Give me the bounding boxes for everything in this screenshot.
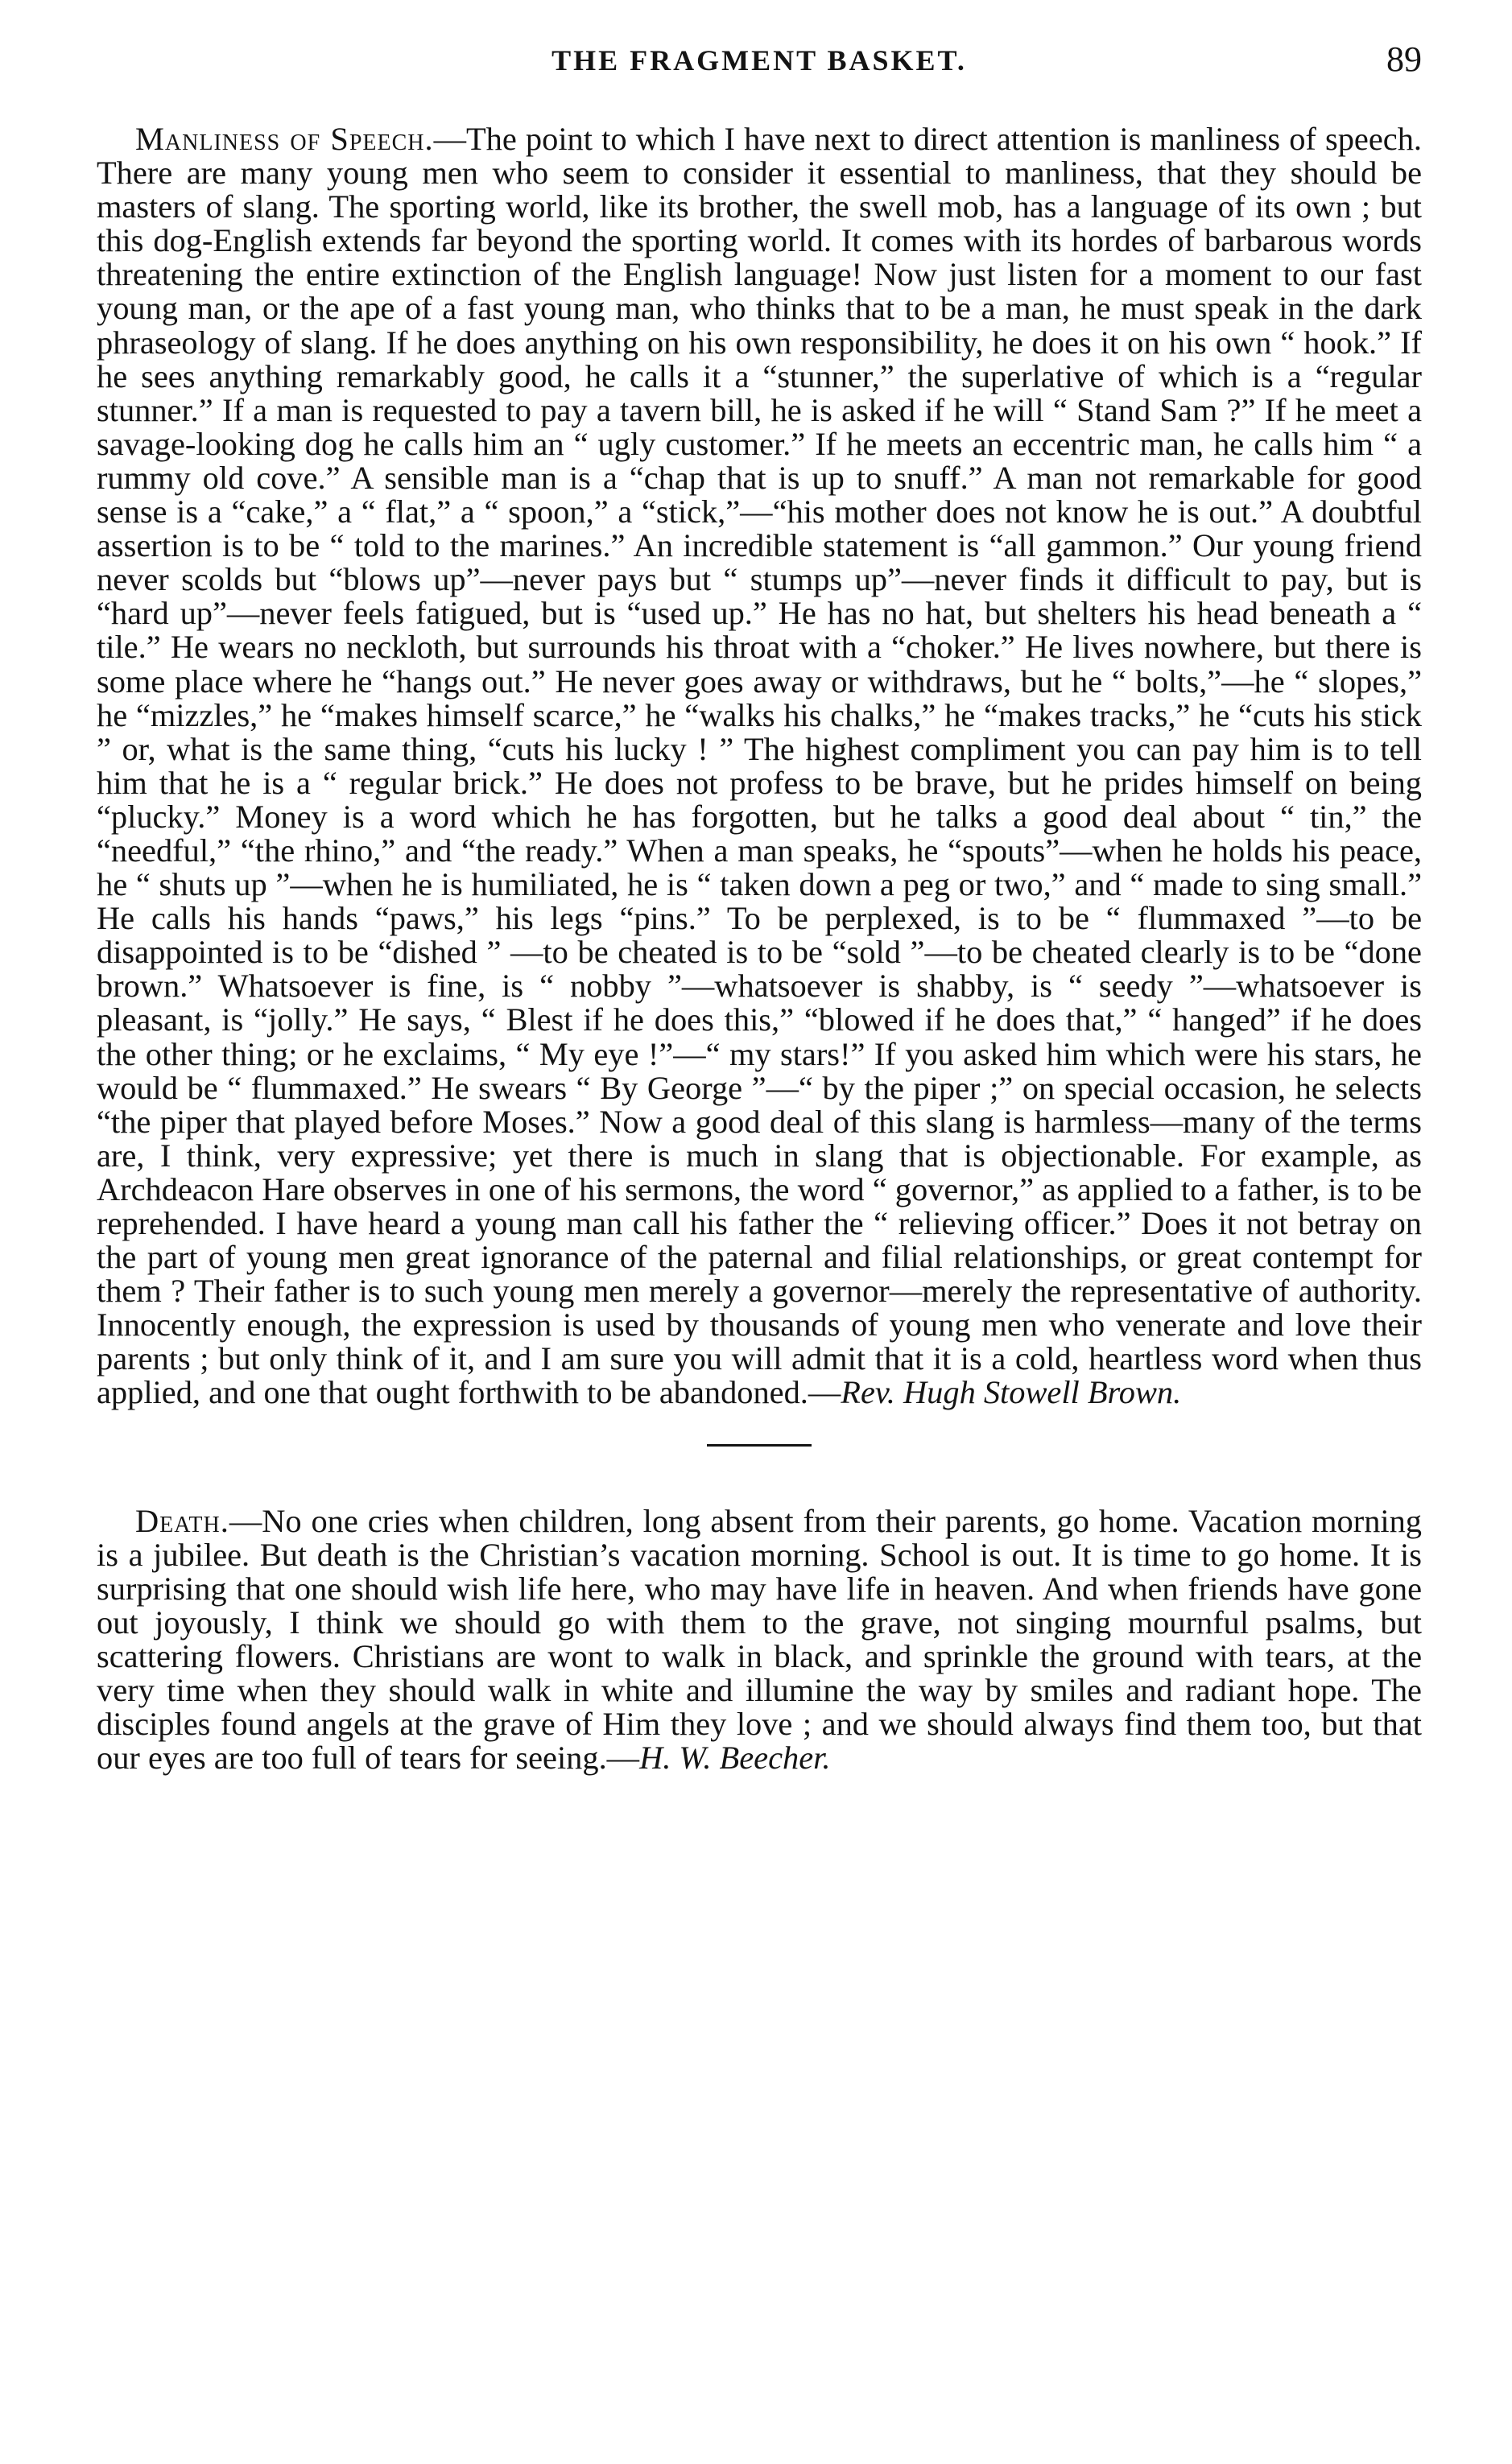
article-attribution: H. W. Beecher. — [639, 1740, 831, 1777]
article-heading: Death. — [135, 1502, 229, 1539]
article-body: —No one cries when children, long absent from their parents, go home. Vacation morning is a jubilee. But death is the Christian’s vacation morning. School is out. It is time to go home. It is surprising that one should wish life here, who may have life in heaven. And when friends have gone out joyously, I think we should go with them to the grave, not singing mournful psalms, but scattering flowers. Christians are wont to walk in black, and sprinkle the ground with tears, at the very time when they should walk in white and illumine the way by smiles and radiant hope. The disciples found angels at the grave of Him they love ; and we should always find them too, but that our eyes are too full of tears for seeing.— — [97, 1502, 1422, 1777]
running-head — [97, 34, 1422, 90]
book-page — [97, 34, 1422, 1775]
article-manliness-of-speech — [97, 122, 1422, 1410]
article-body: —The point to which I have next to direct attention is manliness of speech. There are many young men who seem to consider it essential to manliness, that they should be masters of slang. The sporting world, like its brother, the swell mob, has a language of its own ; but this dog-English extends far beyond the sporting world. It comes with its hordes of barbarous words threatening the entire extinction of the English language! Now just listen for a moment to our fast young man, or the ape of a fast young man, who thinks that to be a man, he must speak in the dark phraseology of slang. If he does anything on his own responsibility, he does it on his own “ hook.” If he sees anything remarkably good, he calls it a “stunner,” the superlative of which is a “regular stunner.” If a man is requested to pay a tavern bill, he is asked if he will “ Stand Sam ?” If he meet a savage-looking dog he calls him an “ ugly customer.” If he meets an eccentric man, he calls him “ a rummy old cove.” A sensible man is a “chap that is up to snuff.” A man not remarkable for good sense is a “cake,” a “ flat,” a “ spoon,” a “stick,”—“his mother does not know he is out.” A doubtful assertion is to be “ told to the marines.” An incredible statement is “all gammon.” Our young friend never scolds but “blows up”—never pays but “ stumps up”—never finds it difficult to pay, but is “hard up”—never feels fatigued, but is “used up.” He has no hat, but shelters his head beneath a “ tile.” He wears no neckloth, but surrounds his throat with a “choker.” He lives nowhere, but there is some place where he “hangs out.” He never goes away or withdraws, but he “ bolts,”—he “ slopes,” he “mizzles,” he “makes himself scarce,” he “walks his chalks,” he “makes tracks,” he “cuts his stick ” or, what is the same thing, “cuts his lucky ! ” The highest compliment you can pay him is to tell him that he is a “ regular brick.” He does not profess to be brave, but he prides himself on being “plucky.” Money is a word which he has forgotten, but he talks a good deal about “ tin,” the “needful,” “the rhino,” and “the ready.” When a man speaks, he “spouts”—when he holds his peace, he “ shuts up ”—when he is humiliated, he is “ taken down a peg or two,” and “ made to sing small.” He calls his hands “paws,” his legs “pins.” To be perplexed, is to be “ flummaxed ”—to be disappointed is to be “dished ” —to be cheated is to be “sold ”—to be cheated clearly is to be “done brown.” Whatsoever is fine, is “ nobby ”—whatsoever is shabby, is “ seedy ”—whatsoever is pleasant, is “jolly.” He says, “ Blest if he does this,” “blowed if he does that,” “ hanged” if he does the other thing; or he exclaims, “ My eye !”—“ my stars!” If you asked him which were his stars, he would be “ flummaxed.” He swears “ By George ”—“ by the piper ;” on special occasion, he selects “the piper that played before Moses.” Now a good deal of this slang is harmless—many of the terms are, I think, very expressive; yet there is much in slang that is objectionable. For example, as Archdeacon Hare observes in one of his sermons, the word “ governor,” as applied to a father, is to be reprehended. I have heard a young man call his father the “ relieving officer.” Does it not betray on the part of young men great ignorance of the paternal and filial relationships, or great contempt for them ? Their father is to such young men merely a governor—merely the representative of authority. Innocently enough, the expression is used by thousands of young men who venerate and love their parents ; but only think of it, and I am sure you will admit that it is a cold, heartless word when thus applied, and one that ought forthwith to be abandoned.— — [97, 121, 1422, 1411]
article-attribution: Rev. Hugh Stowell Brown. — [841, 1374, 1182, 1411]
running-title: THE FRAGMENT BASKET. — [552, 44, 967, 76]
article-death — [97, 1504, 1422, 1776]
article-heading: Manliness of Speech. — [135, 121, 434, 157]
section-divider — [707, 1444, 812, 1447]
page-number: 89 — [1386, 39, 1422, 79]
